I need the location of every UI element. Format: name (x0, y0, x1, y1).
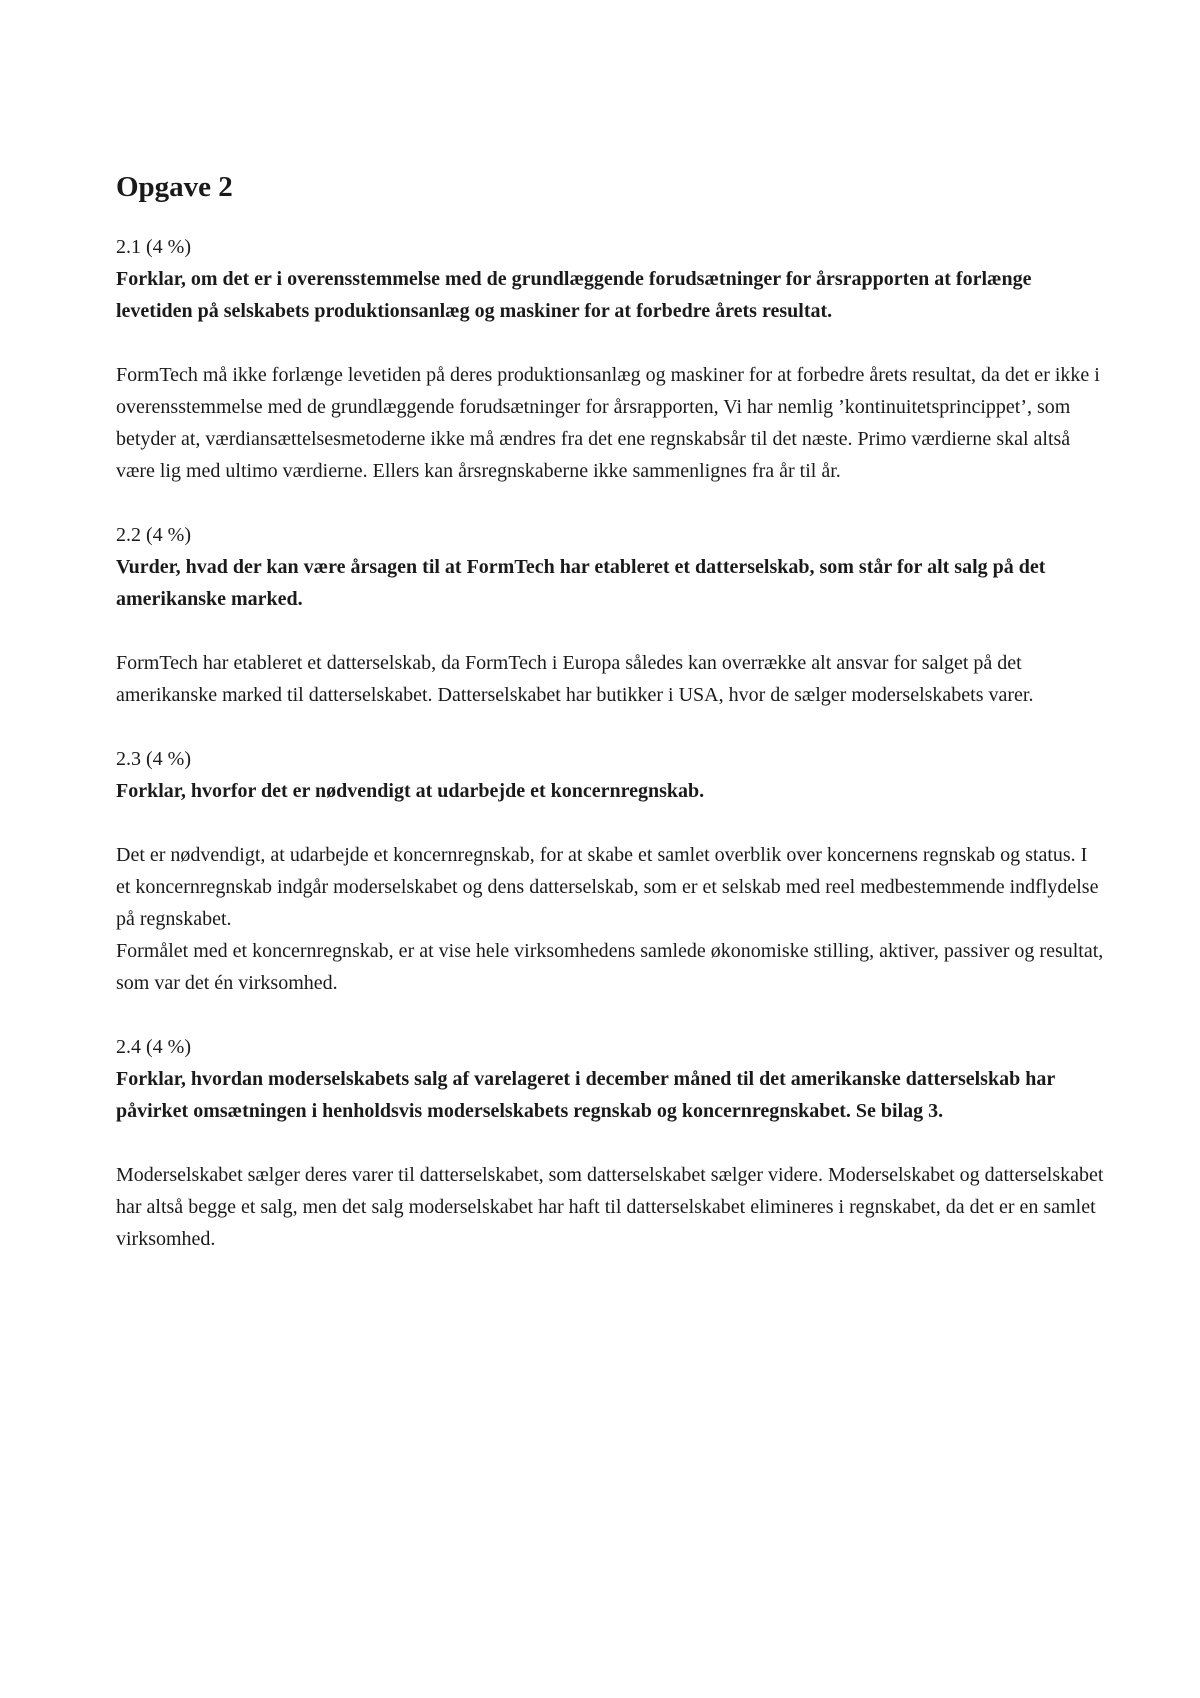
question-text: Vurder, hvad der kan være årsagen til at FormTech har etableret et datterselskab, som står for alt salg på det amerikanske marked. (116, 555, 1046, 610)
section-number: 2.3 (4 %) (116, 747, 191, 770)
section-2-1 (116, 231, 1106, 487)
answer-paragraph: FormTech har etableret et datterselskab, da FormTech i Europa således kan overrække alt ansvar for salget på det amerikanske marked til datterselskabet. Datterselskabet har butikker i USA, hvor de sælger moderselskabets varer. (116, 651, 1034, 706)
question-text: Forklar, hvordan moderselskabets salg af varelageret i december måned til det amerikanske datterselskab har påvirket omsætningen i henholdsvis moderselskabets regnskab og koncernregnskabet. Se bilag 3. (116, 1067, 1055, 1122)
page-title: Opgave 2 (116, 171, 233, 203)
section-number: 2.4 (4 %) (116, 1035, 191, 1058)
section-2-2 (116, 519, 1106, 711)
section-2-4 (116, 1031, 1106, 1255)
section-number: 2.2 (4 %) (116, 523, 191, 546)
answer-paragraph: Moderselskabet sælger deres varer til datterselskabet, som datterselskabet sælger videre. Moderselskabet og datterselskabet har altså begge et salg, men det salg moderselskabet har haft til datterselskabet elimineres i regnskabet, da det er en samlet virksomhed. (116, 1163, 1104, 1250)
answer-paragraph: FormTech må ikke forlænge levetiden på deres produktionsanlæg og maskiner for at forbedre årets resultat, da det er ikke i overensstemmelse med de grundlæggende forudsætninger for årsrapporten, Vi har nemlig ’kontinuitetsprincippet’, som betyder at, værdiansættelsesmetoderne ikke må ændres fra det ene regnskabsår til det næste. Primo værdierne skal altså være lig med ultimo værdierne. Ellers kan årsregnskaberne ikke sammenlignes fra år til år. (116, 363, 1100, 482)
question-text: Forklar, hvorfor det er nødvendigt at udarbejde et koncernregnskab. (116, 779, 705, 802)
document-page (116, 170, 1106, 1287)
section-2-3 (116, 743, 1106, 999)
answer-paragraph: Det er nødvendigt, at udarbejde et koncernregnskab, for at skabe et samlet overblik over koncernens regnskab og status. I et koncernregnskab indgår moderselskabet og dens datterselskab, som er et selskab med reel medbestemmende indflydelse på regnskabet. (116, 843, 1099, 930)
section-number: 2.1 (4 %) (116, 235, 191, 258)
answer-paragraph: Formålet med et koncernregnskab, er at vise hele virksomhedens samlede økonomiske stilling, aktiver, passiver og resultat, som var det én virksomhed. (116, 939, 1104, 994)
question-text: Forklar, om det er i overensstemmelse med de grundlæggende forudsætninger for årsrapporten at forlænge levetiden på selskabets produktionsanlæg og maskiner for at forbedre årets resultat. (116, 267, 1032, 322)
